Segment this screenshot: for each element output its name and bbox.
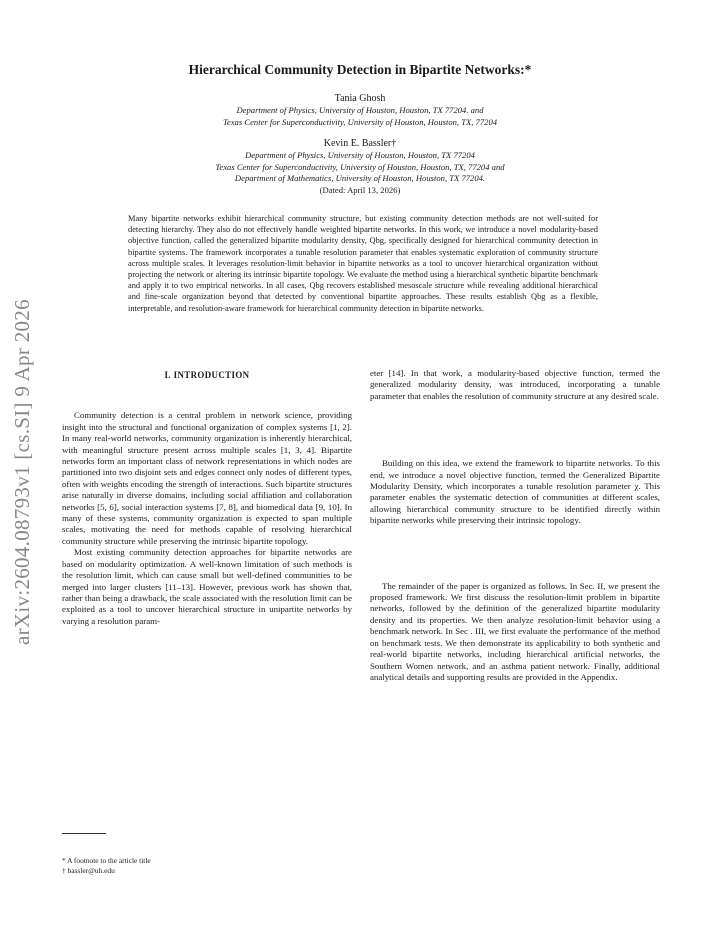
footnote: † bassler@uh.edu: [62, 866, 115, 875]
author-affiliation: Texas Center for Superconductivity, University of Houston, Houston, TX, 77204: [222, 116, 498, 127]
footnotes: [62, 856, 151, 876]
dated-line: (Dated: April 13, 2026): [319, 184, 401, 195]
body-paragraph: Community detection is a central problem in network science, providing insight into the structural and functional organization of complex systems [1, 2]. In many real-world networks, community organization is inherently hierarchical, with meaningful structure present across multiple scales [1, 3, 4]. Bipartite networks form an important class of network representations in which nodes are partitioned into two disjoint sets and edges connect only nodes of different types, often with weights encoding the strength of interactions. Such bipartite structures arise naturally in diverse domains, including social affiliation and collaboration networks [5, 6], social interaction systems [7, 8], and biomedical data [9, 10]. In many of these systems, community organization is expected to span multiple scales, motivating the need for methods capable of resolving hierarchical community structure while preserving the intrinsic bipartite topology.: [62, 410, 352, 546]
abstract: Many bipartite networks exhibit hierarchical community structure, but existing community detection methods are not well-suited for detecting hierarchy. They also do not effectively handle weighted bipartite networks. In this work, we introduce a novel modularity-based objective function, called the generalized bipartite modularity density, Qbg, specifically designed for hierarchical community detection in bipartite systems. The framework incorporates a tunable resolution parameter that enables systematic exploration of community structure across multiple scales. It leverages resolution-limit behavior in bipartite networks as a tool to uncover hierarchical organization without projecting the network or altering its intrinsic bipartite topology. We evaluate the method using a hierarchical synthetic bipartite benchmark and apply it to two empirical networks. In all cases, Qbg recovers established mesoscale structure while revealing additional hierarchical and fine-scale organization beyond that detected by conventional bipartite approaches. These results establish Qbg as a flexible, interpretable, and resolution-aware framework for hierarchical community detection in bipartite networks.: [128, 214, 598, 313]
footnote: * A footnote to the article title: [62, 856, 151, 865]
paper-title: Hierarchical Community Detection in Bipartite Networks:*: [188, 62, 532, 77]
author-affiliation: Department of Mathematics, University of Houston, Houston, TX 77204.: [234, 173, 486, 183]
left-column: [62, 368, 352, 627]
author-affiliation: Department of Physics, University of Houston, Houston, TX 77204. and: [236, 105, 484, 115]
arxiv-identifier: arXiv:2604.08793v1 [cs.SI] 9 Apr 2026: [10, 299, 34, 645]
author-name: Tania Ghosh: [334, 93, 386, 104]
body-paragraph: Most existing community detection approaches for bipartite networks are based on modularity optimization. A well-known limitation of such methods is the resolution limit, which can cause small but well-defined communities to be merged into larger clusters [11–13]. However, previous work has shown that, rather than being a drawback, the scale associated with the resolution limit can be exploited as a tool to uncover hierarchical structure in unipartite networks by varying a resolution param-: [62, 547, 352, 626]
author-affiliation: Department of Physics, University of Houston, Houston, TX 77204: [245, 150, 475, 160]
right-column: [370, 368, 660, 683]
body-paragraph: The remainder of the paper is organized as follows. In Sec. II, we present the proposed framework. We first discuss the resolution-limit problem in bipartite networks, followed by the definition of the generalized bipartite modularity density and its properties. We then analyze resolution-limit behavior using a benchmark network. In Sec . III, we first evaluate the performance of the method on benchmark tests. We then demonstrate its applicability to both synthetic and real-world bipartite networks, including hierarchical artificial networks, the Southern Women network, and an asthma patient network. Finally, additional analytical details and supporting results are provided in the Appendix.: [370, 580, 660, 682]
body-paragraph: Building on this idea, we extend the framework to bipartite networks. To this end, we introduce a novel objective function, termed the Generalized Bipartite Modularity Density, which incorporates a tunable resolution parameter χ. This parameter enables the systematic detection of communities at different scales, allowing hierarchical community structure to be identified directly within bipartite networks while preserving their intrinsic topology.: [370, 458, 660, 526]
footnote-rule: [62, 833, 106, 834]
body-paragraph: eter [14]. In that work, a modularity-based objective function, termed the generalized modularity density, was introduced, incorporating a tunable parameter that enables the resolution of community structure at any desired scale.: [370, 368, 660, 401]
paper-header: [0, 62, 720, 196]
author-affiliation: Texas Center for Superconductivity, University of Houston, Houston, TX, 77204 and: [215, 161, 505, 172]
author-name: Kevin E. Bassler†: [323, 138, 397, 149]
section-heading: I. INTRODUCTION: [164, 370, 250, 380]
